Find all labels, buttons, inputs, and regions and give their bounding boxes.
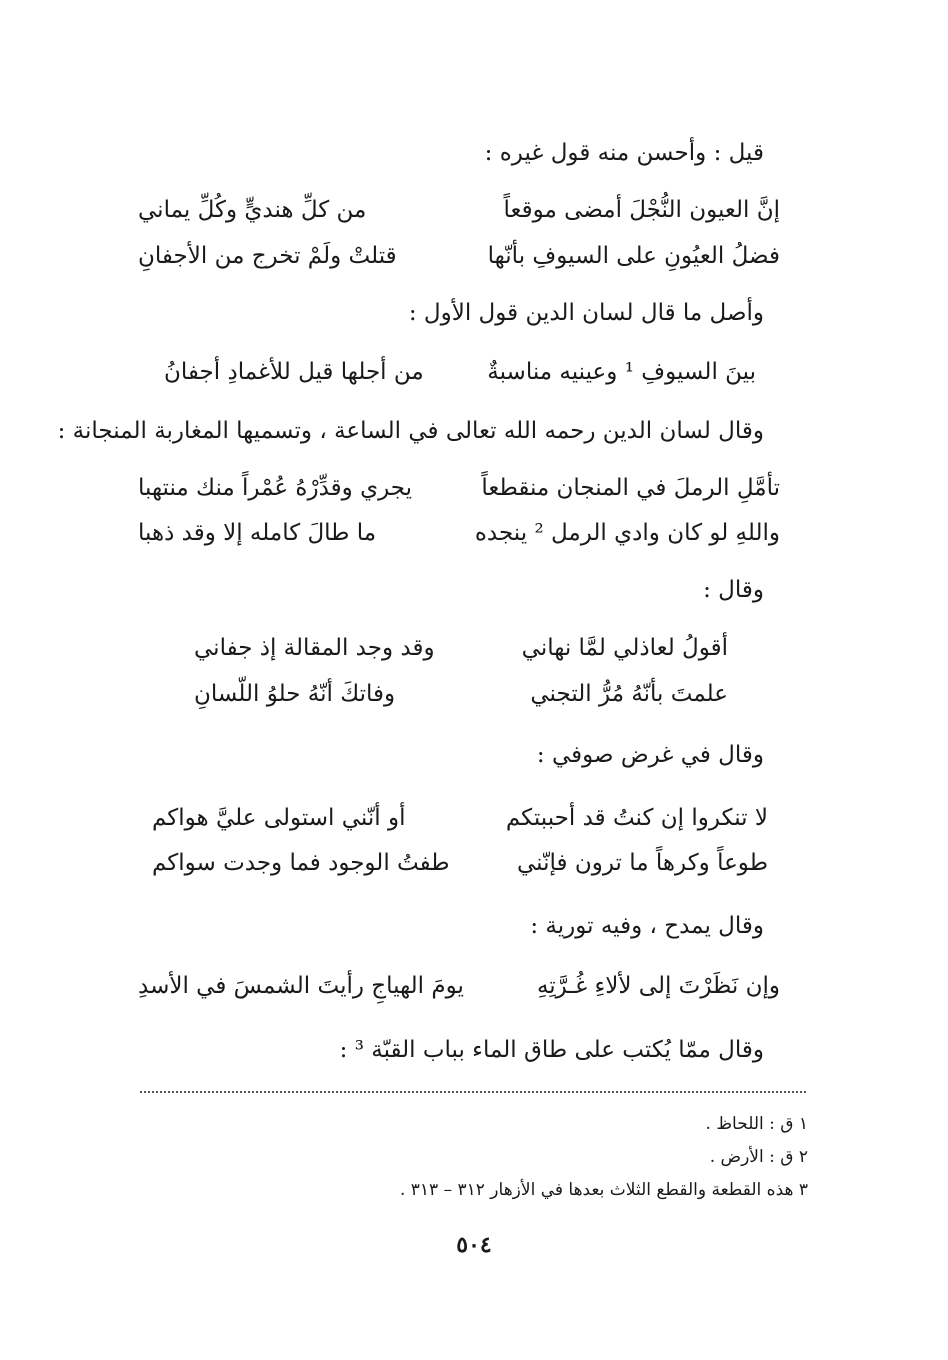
- hemistich-right: إنَّ العيون النُّجْلَ أمضى موقعاً: [503, 197, 780, 223]
- hemistich-right: لا تنكروا إن كنتُ قد أحببتكم: [505, 805, 768, 831]
- prose-intro-1: قيل : وأحسن منه قول غيره :: [484, 140, 764, 166]
- hemistich-left: يجري وقدِّرْهُ عُمْراً منك منتهبا: [138, 475, 413, 501]
- verse-3b: [138, 513, 780, 553]
- hemistich-right: طوعاً وكرهاً ما ترون فإنّني: [517, 850, 768, 876]
- hemistich-left: وفاتكَ أنّهُ حلوُ اللّسانِ: [194, 681, 396, 707]
- hemistich-left: ما طالَ كامله إلا وقد ذهبا: [138, 520, 377, 546]
- verse-2: [164, 352, 756, 392]
- hemistich-left: من أجلها قيل للأغمادِ أجفانُ: [164, 359, 424, 385]
- verse-3a: [138, 468, 780, 508]
- footnote-3: ٣ هذه القطعة والقطع الثلاث بعدها في الأزهار ٣١٢ – ٣١٣ .: [399, 1180, 808, 1200]
- hemistich-right: تأمَّلِ الرملَ في المنجان منقطعاً: [481, 475, 780, 501]
- verse-5b: [152, 843, 768, 883]
- hemistich-left: أو أنّني استولى عليَّ هواكم: [152, 805, 406, 831]
- footnote-separator: [140, 1091, 806, 1093]
- verse-4b: [194, 674, 728, 714]
- footnote-2: ٢ ق : الأرض .: [709, 1147, 808, 1167]
- hemistich-right: وإن نَظَرْتَ إلى لألاءِ غُـرَّتِهِ: [536, 973, 780, 999]
- hemistich-left: من كلِّ هنديٍّ وكُلِّ يماني: [138, 197, 367, 223]
- hemistich-right: بينَ السيوفِ ¹ وعينيه مناسبةٌ: [487, 359, 756, 385]
- verse-6: [138, 966, 780, 1006]
- prose-intro-5: وقال في غرض صوفي :: [536, 742, 764, 768]
- hemistich-left: يومَ الهياجِ رأيتَ الشمسَ في الأسدِ: [138, 973, 464, 999]
- verse-1b: [138, 236, 780, 276]
- prose-intro-7: وقال ممّا يُكتب على طاق الماء بباب القبّة ³ :: [339, 1037, 764, 1063]
- prose-intro-4: وقال :: [703, 577, 764, 603]
- page-number: ٥٠٤: [456, 1232, 492, 1258]
- prose-intro-3: وقال لسان الدين رحمه الله تعالى في الساعة ، وتسميها المغاربة المنجانة :: [57, 418, 764, 444]
- hemistich-right: علمتَ بأنّهُ مُرُّ التجني: [530, 681, 728, 707]
- footnote-1: ١ ق : اللحاظ .: [705, 1114, 808, 1134]
- verse-1a: [138, 190, 780, 230]
- hemistich-right: فضلُ العيُونِ على السيوفِ بأنّها: [487, 243, 780, 269]
- prose-intro-2: وأصل ما قال لسان الدين قول الأول :: [408, 300, 764, 326]
- hemistich-left: قتلتْ ولَمْ تخرج من الأجفانِ: [138, 243, 397, 269]
- hemistich-left: وقد وجد المقالة إذ جفاني: [194, 635, 435, 661]
- hemistich-right: واللهِ لو كان وادي الرمل ² ينجده: [474, 520, 780, 546]
- verse-5a: [152, 798, 768, 838]
- verse-4a: [194, 628, 728, 668]
- prose-intro-6: وقال يمدح ، وفيه تورية :: [530, 913, 764, 939]
- hemistich-left: طفتُ الوجود فما وجدت سواكم: [152, 850, 450, 876]
- hemistich-right: أقولُ لعاذلي لمَّا نهاني: [521, 635, 728, 661]
